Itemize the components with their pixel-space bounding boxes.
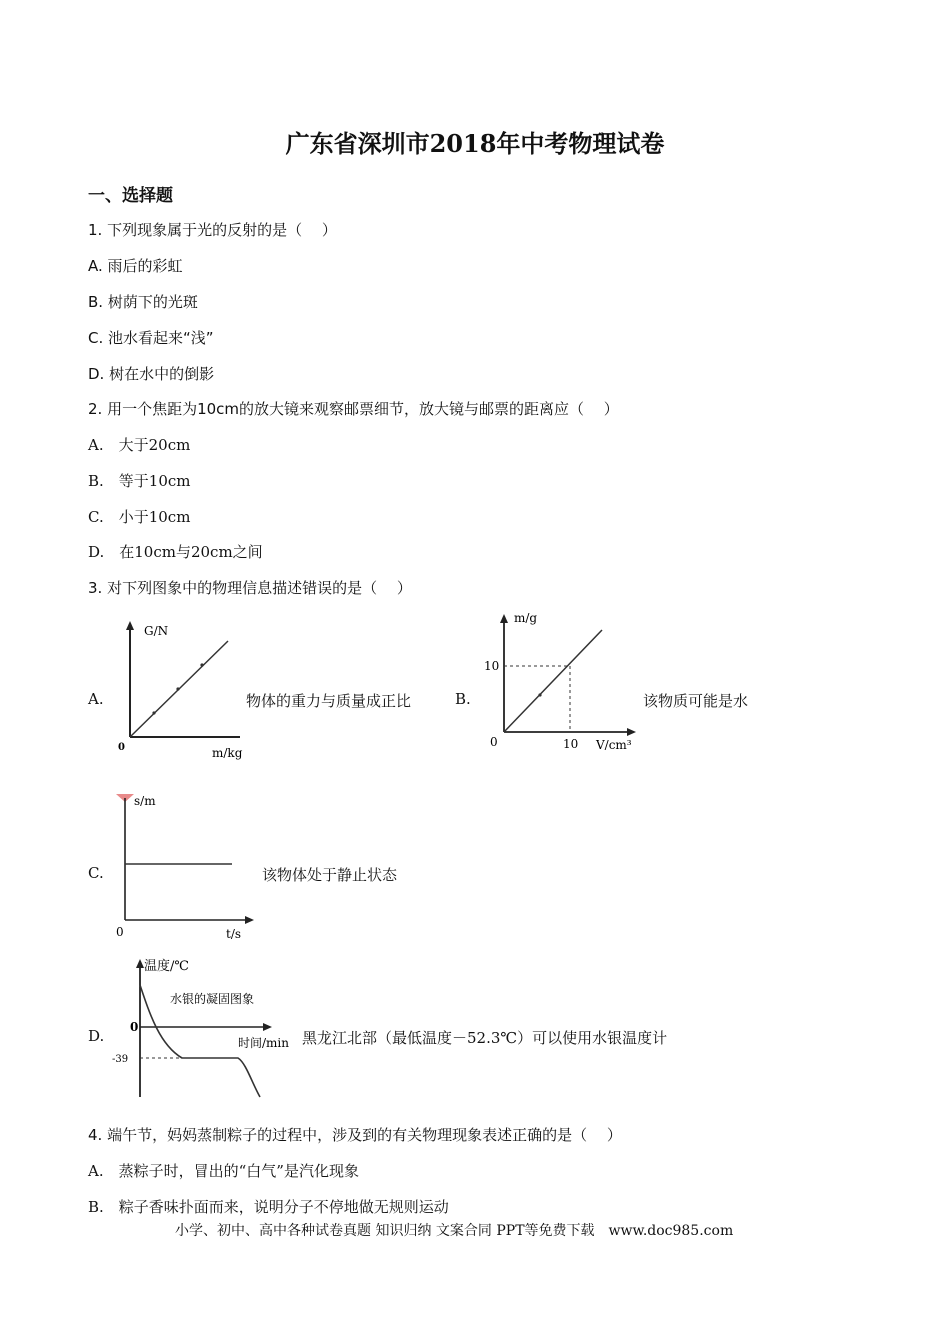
question-2-option-d: D. 在10cm与20cm之间 (88, 543, 263, 561)
graph-mass-volume (478, 606, 644, 758)
origin-label: 0 (490, 735, 498, 749)
question-1-option-c: C. 池水看起来“浅” (88, 329, 214, 347)
question-2-option-c: C. 小于10cm (88, 508, 191, 526)
question-1-stem: 1. 下列现象属于光的反射的是（ ） (88, 221, 337, 239)
question-3-option-a-letter: A. (88, 690, 104, 708)
x-tick-label: 10 (563, 737, 579, 751)
origin-label: 0 (118, 742, 125, 753)
question-3-option-a-text: 物体的重力与质量成正比 (246, 692, 412, 710)
graph-weight-mass (110, 615, 250, 765)
zero-label: 0 (130, 1020, 139, 1034)
freezing-point-label: -39 (112, 1054, 129, 1065)
question-3-option-b-text: 该物质可能是水 (643, 692, 749, 710)
y-axis-arrow (136, 959, 144, 968)
question-3-option-b-letter: B. (455, 690, 471, 708)
x-axis-label: 时间/min (238, 1036, 289, 1050)
section-heading: 一、选择题 (88, 186, 173, 206)
page-title: 广东省深圳市2018年中考物理试卷 (285, 129, 665, 158)
page-footer: 小学、初中、高中各种试卷真题 知识归纳 文案合同 PPT等免费下载 www.doc985.com (175, 1223, 734, 1239)
graph-caption: 水银的凝固图象 (170, 992, 255, 1006)
y-axis-label: s/m (134, 794, 156, 808)
y-axis-label: m/g (514, 611, 538, 625)
question-1-option-b: B. 树荫下的光斑 (88, 293, 198, 311)
question-4-stem: 4. 端午节，妈妈蒸制粽子的过程中，涉及到的有关物理现象表述正确的是（ ） (88, 1126, 622, 1144)
question-1-option-d: D. 树在水中的倒影 (88, 365, 215, 383)
y-axis-arrow (126, 621, 134, 630)
question-4-option-b: B. 粽子香味扑面而来，说明分子不停地做无规则运动 (88, 1198, 449, 1216)
question-4-option-a: A. 蒸粽子时，冒出的“白气”是汽化现象 (88, 1162, 359, 1180)
question-2-option-b: B. 等于10cm (88, 472, 191, 490)
question-1-option-a: A. 雨后的彩虹 (88, 257, 183, 275)
x-axis-arrow (245, 916, 254, 924)
question-3-option-c-text: 该物体处于静止状态 (262, 866, 398, 884)
x-axis-arrow (627, 728, 636, 736)
x-axis-arrow (263, 1023, 272, 1031)
y-axis-label: G/N (144, 624, 169, 638)
graph-distance-time (108, 790, 258, 942)
origin-label: 0 (116, 925, 124, 939)
y-axis-label: 温度/℃ (144, 959, 189, 974)
x-axis-label: t/s (226, 927, 242, 941)
mass-volume-line (504, 630, 602, 732)
question-3-option-d-letter: D. (88, 1027, 105, 1045)
question-2-stem: 2. 用一个焦距为10cm的放大镜来观察邮票细节，放大镜与邮票的距离应（ ） (88, 400, 619, 418)
question-3-option-c-letter: C. (88, 864, 104, 882)
x-axis-label: m/kg (212, 746, 243, 760)
x-axis-label: V/cm³ (596, 738, 632, 752)
question-3-option-d-text: 黑龙江北部（最低温度－52.3℃）可以使用水银温度计 (302, 1029, 668, 1047)
question-2-option-a: A. 大于20cm (88, 436, 191, 454)
y-tick-label: 10 (484, 659, 500, 673)
y-axis-arrow (500, 614, 508, 623)
question-3-stem: 3. 对下列图象中的物理信息描述错误的是（ ） (88, 579, 412, 597)
graph-mercury-solidification (110, 955, 300, 1105)
